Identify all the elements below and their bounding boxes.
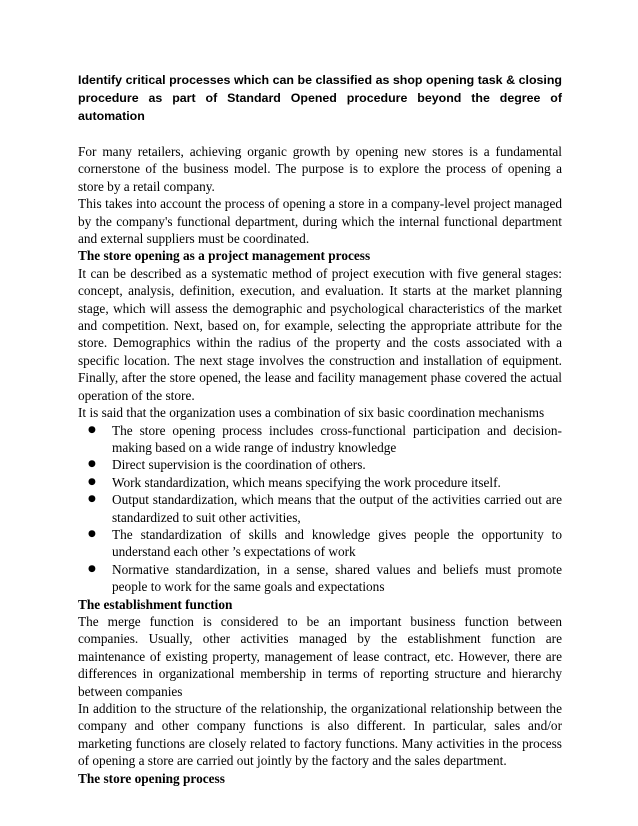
paragraph-establishment-1: The merge function is considered to be an important business function between companies. Usually, other activities managed by the establishment function are maintenance of existing property, management of lease contract, etc. However, there are differences in organizational membership in terms of reporting structure and hierarchy between companies <box>78 613 562 699</box>
paragraph-project-management-2: It is said that the organization uses a combination of six basic coordination mechanisms <box>78 405 545 421</box>
bullet-icon: ● <box>88 563 96 574</box>
document-page <box>78 71 562 787</box>
list-item: ● Work standardization, which means specifying the work procedure itself. <box>88 474 501 490</box>
document-title: Identify critical processes which can be classified as shop opening task & closing procedure as part of Standard Opened procedure beyond the degree of automation <box>78 73 562 123</box>
list-item: ● Output standardization, which means that the output of the activities carried out are standardized to suit other activities, <box>88 492 562 525</box>
list-item: ● Direct supervision is the coordination of others. <box>88 457 366 473</box>
bullet-icon: ● <box>88 424 96 435</box>
paragraph-project-management-1: It can be described as a systematic method of project execution with five general stages: concept, analysis, definition, execution, and evaluation. It starts at the market planning stage, which will assess the demographic and psychological characteristics of the market and competition. Next, based on, for example, selecting the appropriate attribute for the store. Demographics within the radius of the property and the costs associated with a specific location. The next stage involves the construction and installation of equipment. Finally, after the store opened, the lease and facility management phase covered the actual operation of the store. <box>78 265 562 403</box>
paragraph-intro-1: For many retailers, achieving organic growth by opening new stores is a fundamental cornerstone of the business model. The purpose is to explore the process of opening a store by a retail company. <box>78 144 562 194</box>
coordination-mechanisms-list <box>78 422 562 596</box>
bullet-icon: ● <box>88 528 96 539</box>
list-item: ● The standardization of skills and knowledge gives people the opportunity to understand each other ’s expectations of work <box>88 526 562 560</box>
heading-establishment: The establishment function <box>78 596 233 612</box>
heading-store-opening: The store opening process <box>78 770 225 786</box>
bullet-icon: ● <box>88 494 96 505</box>
paragraph-intro-2: This takes into account the process of opening a store in a company-level project managed by the company's functional department, during which the internal functional department and external suppliers must be coordinated. <box>78 196 562 247</box>
list-item: ● Normative standardization, in a sense, shared values and beliefs must promote people to work for the same goals and expectations <box>88 561 562 595</box>
list-item: ● The store opening process includes cross-functional participation and decision-making based on a wide range of industry knowledge <box>88 422 562 455</box>
paragraph-establishment-2: In addition to the structure of the relationship, the organizational relationship between the company and other company functions is also different. In particular, sales and/or marketing functions are closely related to factory functions. Many activities in the process of opening a store are carried out jointly by the factory and the sales department. <box>78 701 562 769</box>
bullet-icon: ● <box>88 459 96 470</box>
bullet-icon: ● <box>88 476 96 487</box>
heading-project-management: The store opening as a project management process <box>78 248 371 264</box>
